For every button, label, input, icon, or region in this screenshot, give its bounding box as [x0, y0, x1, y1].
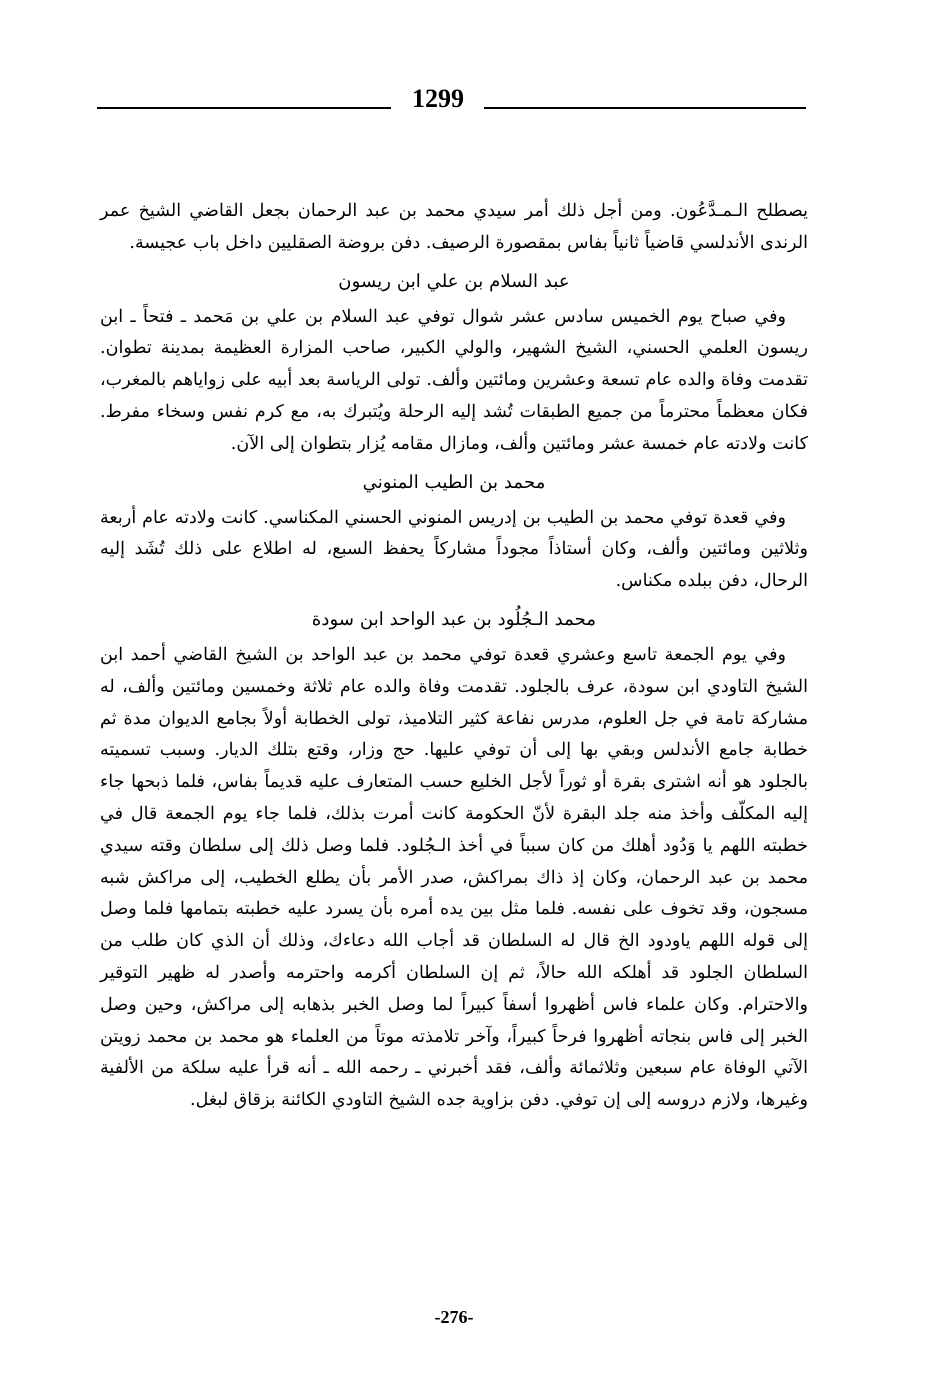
- page-body: [100, 196, 808, 1117]
- section-title-al-manuni: محمد بن الطيب المنوني: [362, 471, 546, 493]
- section-title-ibn-raysun: عبد السلام بن علي ابن ريسون: [338, 270, 570, 292]
- intro-paragraph: يصطلح الـمـدَّعُون. ومن أجل ذلك أمر سيدي محمد بن عبد الرحمان بجعل القاضي الشيخ عمر الرندى الأندلسي قاضياً ثانياً بفاس بمقصورة الرصيف. دفن بروضة الصقليين داخل باب عجيسة.: [100, 201, 808, 253]
- section-text-ibn-sawda: وفي يوم الجمعة تاسع وعشري قعدة توفي محمد بن عبد الواحد بن الشيخ القاضي أحمد ابن الشيخ التاودي ابن سودة، عرف بالجلود. تقدمت وفاة والده عام ثلاثة وخمسين ومائتين وألف، له مشاركة تامة في جل العلوم، مدرس نفاعة كثير التلاميذ، تولى الخطابة أولاً بجامع الديوان مدة ثم خطابة جامع الأندلس وبقي بها إلى أن توفي عليها. حج وزار، وقتع بتلك الديار. وسبب تسميته بالجلود هو أنه اشترى بقرة أو ثوراً لأجل الخليع حسب المتعارف عليه قديماً بفاس، فلما ذبحها جاء إليه المكلّف وأخذ منه جلد البقرة لأنّ الحكومة كانت أمرت بذلك، فلما جاء يوم الجمعة قال في خطبته اللهم يا وَدُود أهلك من كان سبباً في أخذ الـجُلود. فلما وصل ذلك إلى سلطان وقته سيدي محمد بن عبد الرحمان، وكان إذ ذاك بمراكش، صدر الأمر بأن يطلع الخطيب، إلى مراكش شبه مسجون، وقد تخوف على نفسه. فلما مثل بين يده أمره بأن يسرد عليه خطبته بتمامها فلما وصل إلى قوله اللهم ياودود الخ قال له السلطان قد أجاب الله دعاءك، وذلك أن الذي كان طلب من السلطان الجلود قد أهلكه الله حالاً، ثم إن السلطان أكرمه واحترمه وأصدر له ظهير التوقير والاحترام. وكان علماء فاس أظهروا أسفاً كبيراً لما وصل الخبر بذهابه إلى مراكش، وحين وصل الخبر إلى فاس بنجاته أظهروا فرحاً كبيراً، وآخر تلامذته موتاً من العلماء هو محمد بن محمد زويتن الآتي الوفاة عام سبعين وثلاثمائة وألف، فقد أخبرني ـ رحمه الله ـ أنه قرأ عليه سلكة من الألفية وغيرها، ولازم دروسه إلى إن توفي. دفن بزاوية جده الشيخ التاودي الكائنة بزقاق لبغل.: [100, 644, 808, 1111]
- section-text-ibn-raysun: وفي صباح يوم الخميس سادس عشر شوال توفي عبد السلام بن علي بن مَحمد ـ فتحاً ـ ابن ريسون العلمي الحسني، الشيخ الشهير، والولي الكبير، صاحب المزارة العظيمة بمدينة تطوان. تقدمت وفاة والده عام تسعة وعشرين ومائتين وألف. تولى الرياسة بعد أبيه على زواياهم بالمغرب، فكان معظماً محترماً من جميع الطبقات تُشد إليه الرحلة ويُتبرك به، مع كرم نفس وسخاء مفرط. كانت ولادته عام خمسة عشر ومائتين وألف، ومازال مقامه يُزار بتطوان إلى الآن.: [100, 306, 808, 454]
- section-text-al-manuni: وفي قعدة توفي محمد بن الطيب بن إدريس المنوني الحسني المكناسي. كانت ولادته عام أربعة وثلاثين ومائتين وألف، وكان أستاذاً مجوداً مشاركاً يحفظ السبع، له اطلاع على ذلك تُشَد إليه الرحال، دفن ببلده مكناس.: [100, 507, 808, 592]
- section-title-ibn-sawda: محمد الـجُلُود بن عبد الواحد ابن سودة: [311, 608, 597, 630]
- header-rule-right: [484, 107, 806, 109]
- header-rule-left: [97, 107, 391, 109]
- page-header-year: 1299: [412, 84, 464, 113]
- page-number: -276-: [434, 1307, 474, 1327]
